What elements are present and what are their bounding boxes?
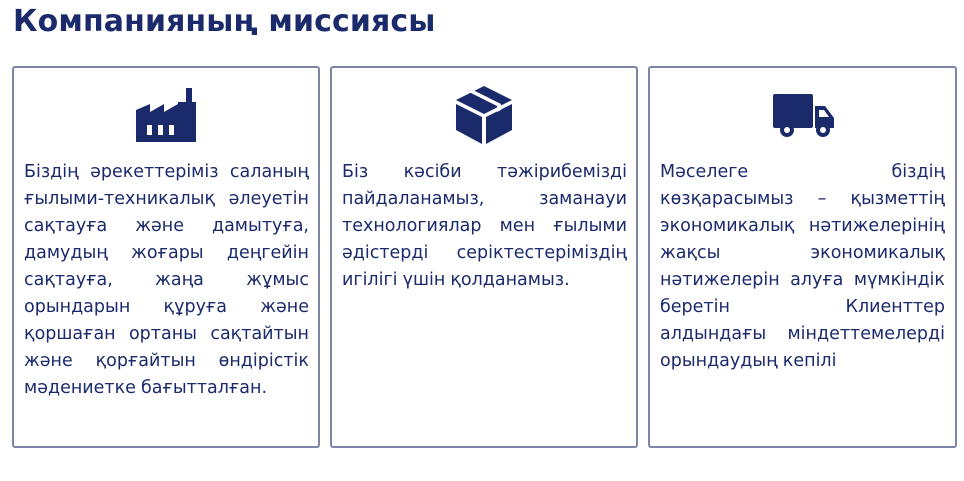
page-title: Компанияның миссиясы xyxy=(13,4,436,39)
factory-icon xyxy=(134,82,198,146)
card-text: Біз кәсіби тәжірибемізді пайдаланамыз, заманауи технологиялар мен ғылыми әдістерді серіктестеріміздің игілігі үшін қолданамыз. xyxy=(342,162,627,290)
card-text: Біздің әрекеттеріміз саланың ғылыми-техникалық әлеуетін сақтауға және дамытуға, дамудың жоғары деңгейін сақтауға, жаңа жұмыс орындарын құруға және қоршаған ортаны сақтайтын және қорғайтын өндірістік мәдениетке бағытталған. xyxy=(24,162,309,398)
card-text: Мәселеге біздің көзқарасымыз – қызметтің экономикалық нәтижелерінің жақсы экономикалық нәтижелерін алуға мүмкіндік беретін Клиенттер алдындағы міндеттемелерді орындаудың кепілі xyxy=(660,162,945,371)
mission-card-clients xyxy=(648,66,957,448)
mission-cards xyxy=(12,66,957,448)
box-icon xyxy=(452,82,516,146)
mission-card-production xyxy=(12,66,320,448)
mission-card-experience xyxy=(330,66,638,448)
truck-icon xyxy=(771,82,835,146)
